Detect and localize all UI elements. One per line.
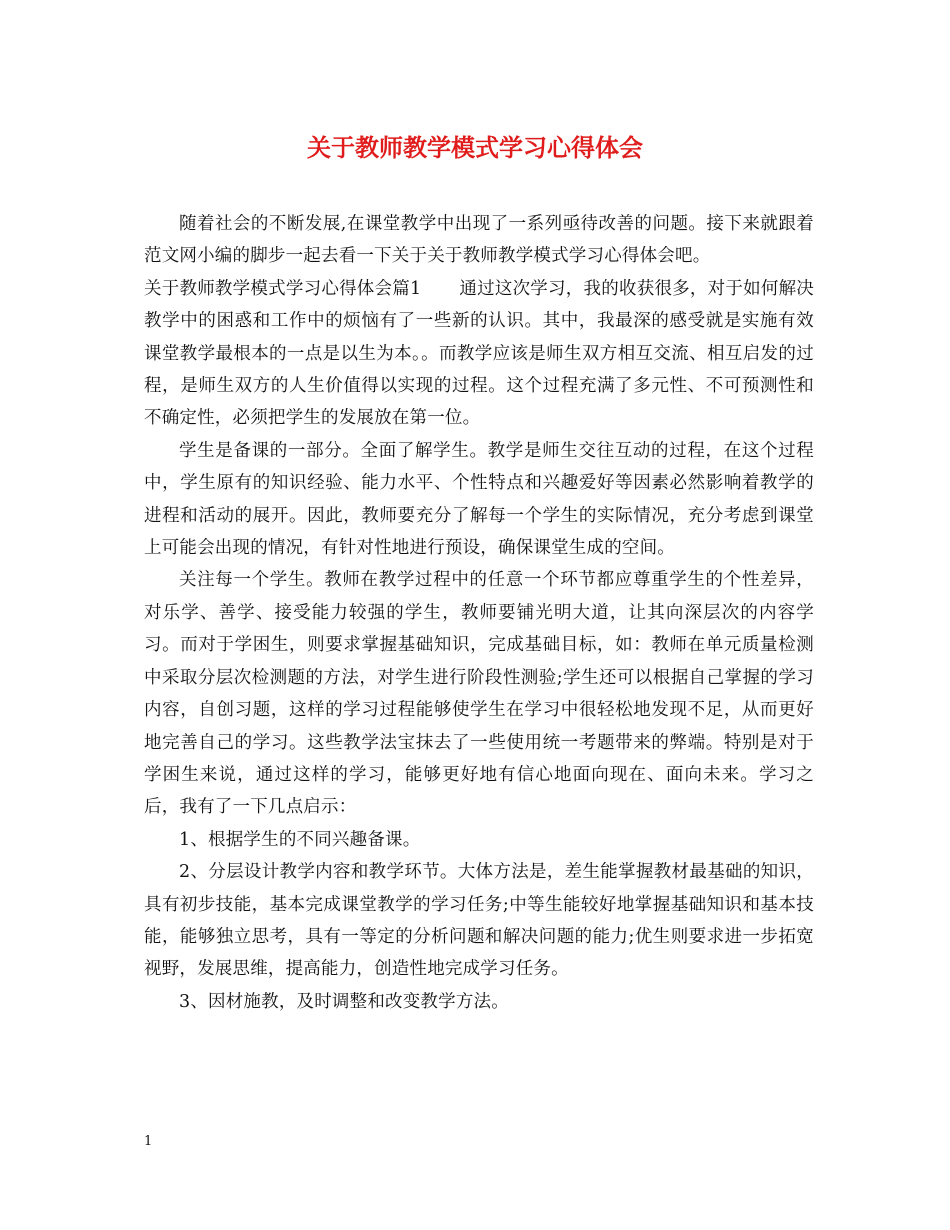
point-2: 2、分层设计教学内容和教学环节。大体方法是，差生能掌握教材最基础的知识，具有初步技能，基本完成课堂教学的学习任务;中等生能较好地掌握基础知识和基本技能，能够独立思考，具有一等定的分析问题和解决问题的能力;优生则要求进一步拓宽视野，发展思维，提高能力，创造性地完成学习任务。 (144, 862, 814, 980)
point-1: 1、根据学生的不同兴趣备课。 (179, 829, 421, 850)
paragraph-3: 关注每一个学生。教师在教学过程中的任意一个环节都应尊重学生的个性差异，对乐学、善学、接受能力较强的学生，教师要铺光明大道，让其向深层次的内容学习。而对于学困生，则要求掌握基础知识，完成基础目标，如：教师在单元质量检测中采取分层次检测题的方法，对学生进行阶段性测验;学生还可以根据自己掌握的学习内容，自创习题，这样的学习过程能够使学生在学习中很轻松地发现不足，从而更好地完善自己的学习。这些教学法宝抹去了一些使用统一考题带来的弊端。特别是对于学困生来说，通过这样的学习，能够更好地有信心地面向现在、面向未来。学习之后，我有了一下几点启示： (144, 570, 814, 818)
paragraph-1: 通过这次学习，我的收获很多，对于如何解决教学中的困惑和工作中的烦恼有了一些新的认识。其中，我最深的感受就是实施有效课堂教学最根本的一点是以生为本。。而教学应该是师生双方相互交流、相互启发的过程，是师生双方的人生价值得以实现的过程。这个过程充满了多元性、不可预测性和不确定性，必须把学生的发展放在第一位。 (144, 278, 815, 429)
paragraph-2: 学生是备课的一部分。全面了解学生。教学是师生交往互动的过程，在这个过程中，学生原有的知识经验、能力水平、个性特点和兴趣爱好等因素必然影响着教学的进程和活动的展开。因此，教师要充分了解每一个学生的实际情况，充分考虑到课堂上可能会出现的情况，有针对性地进行预设，确保课堂生成的空间。 (144, 440, 814, 559)
page-number: 1 (144, 1134, 153, 1149)
point-3: 3、因材施教，及时调整和改变教学方法。 (179, 991, 509, 1012)
section-paragraph (144, 273, 814, 435)
section-heading: 关于教师教学模式学习心得体会篇1 (144, 278, 422, 299)
intro-paragraph: 随着社会的不断发展,在课堂教学中出现了一系列亟待改善的问题。接下来就跟着范文网小编的脚步一起去看一下关于关于教师教学模式学习心得体会吧。 (144, 214, 814, 267)
document-title: 关于教师教学模式学习心得体会 (307, 133, 643, 162)
document-body (144, 208, 814, 1018)
